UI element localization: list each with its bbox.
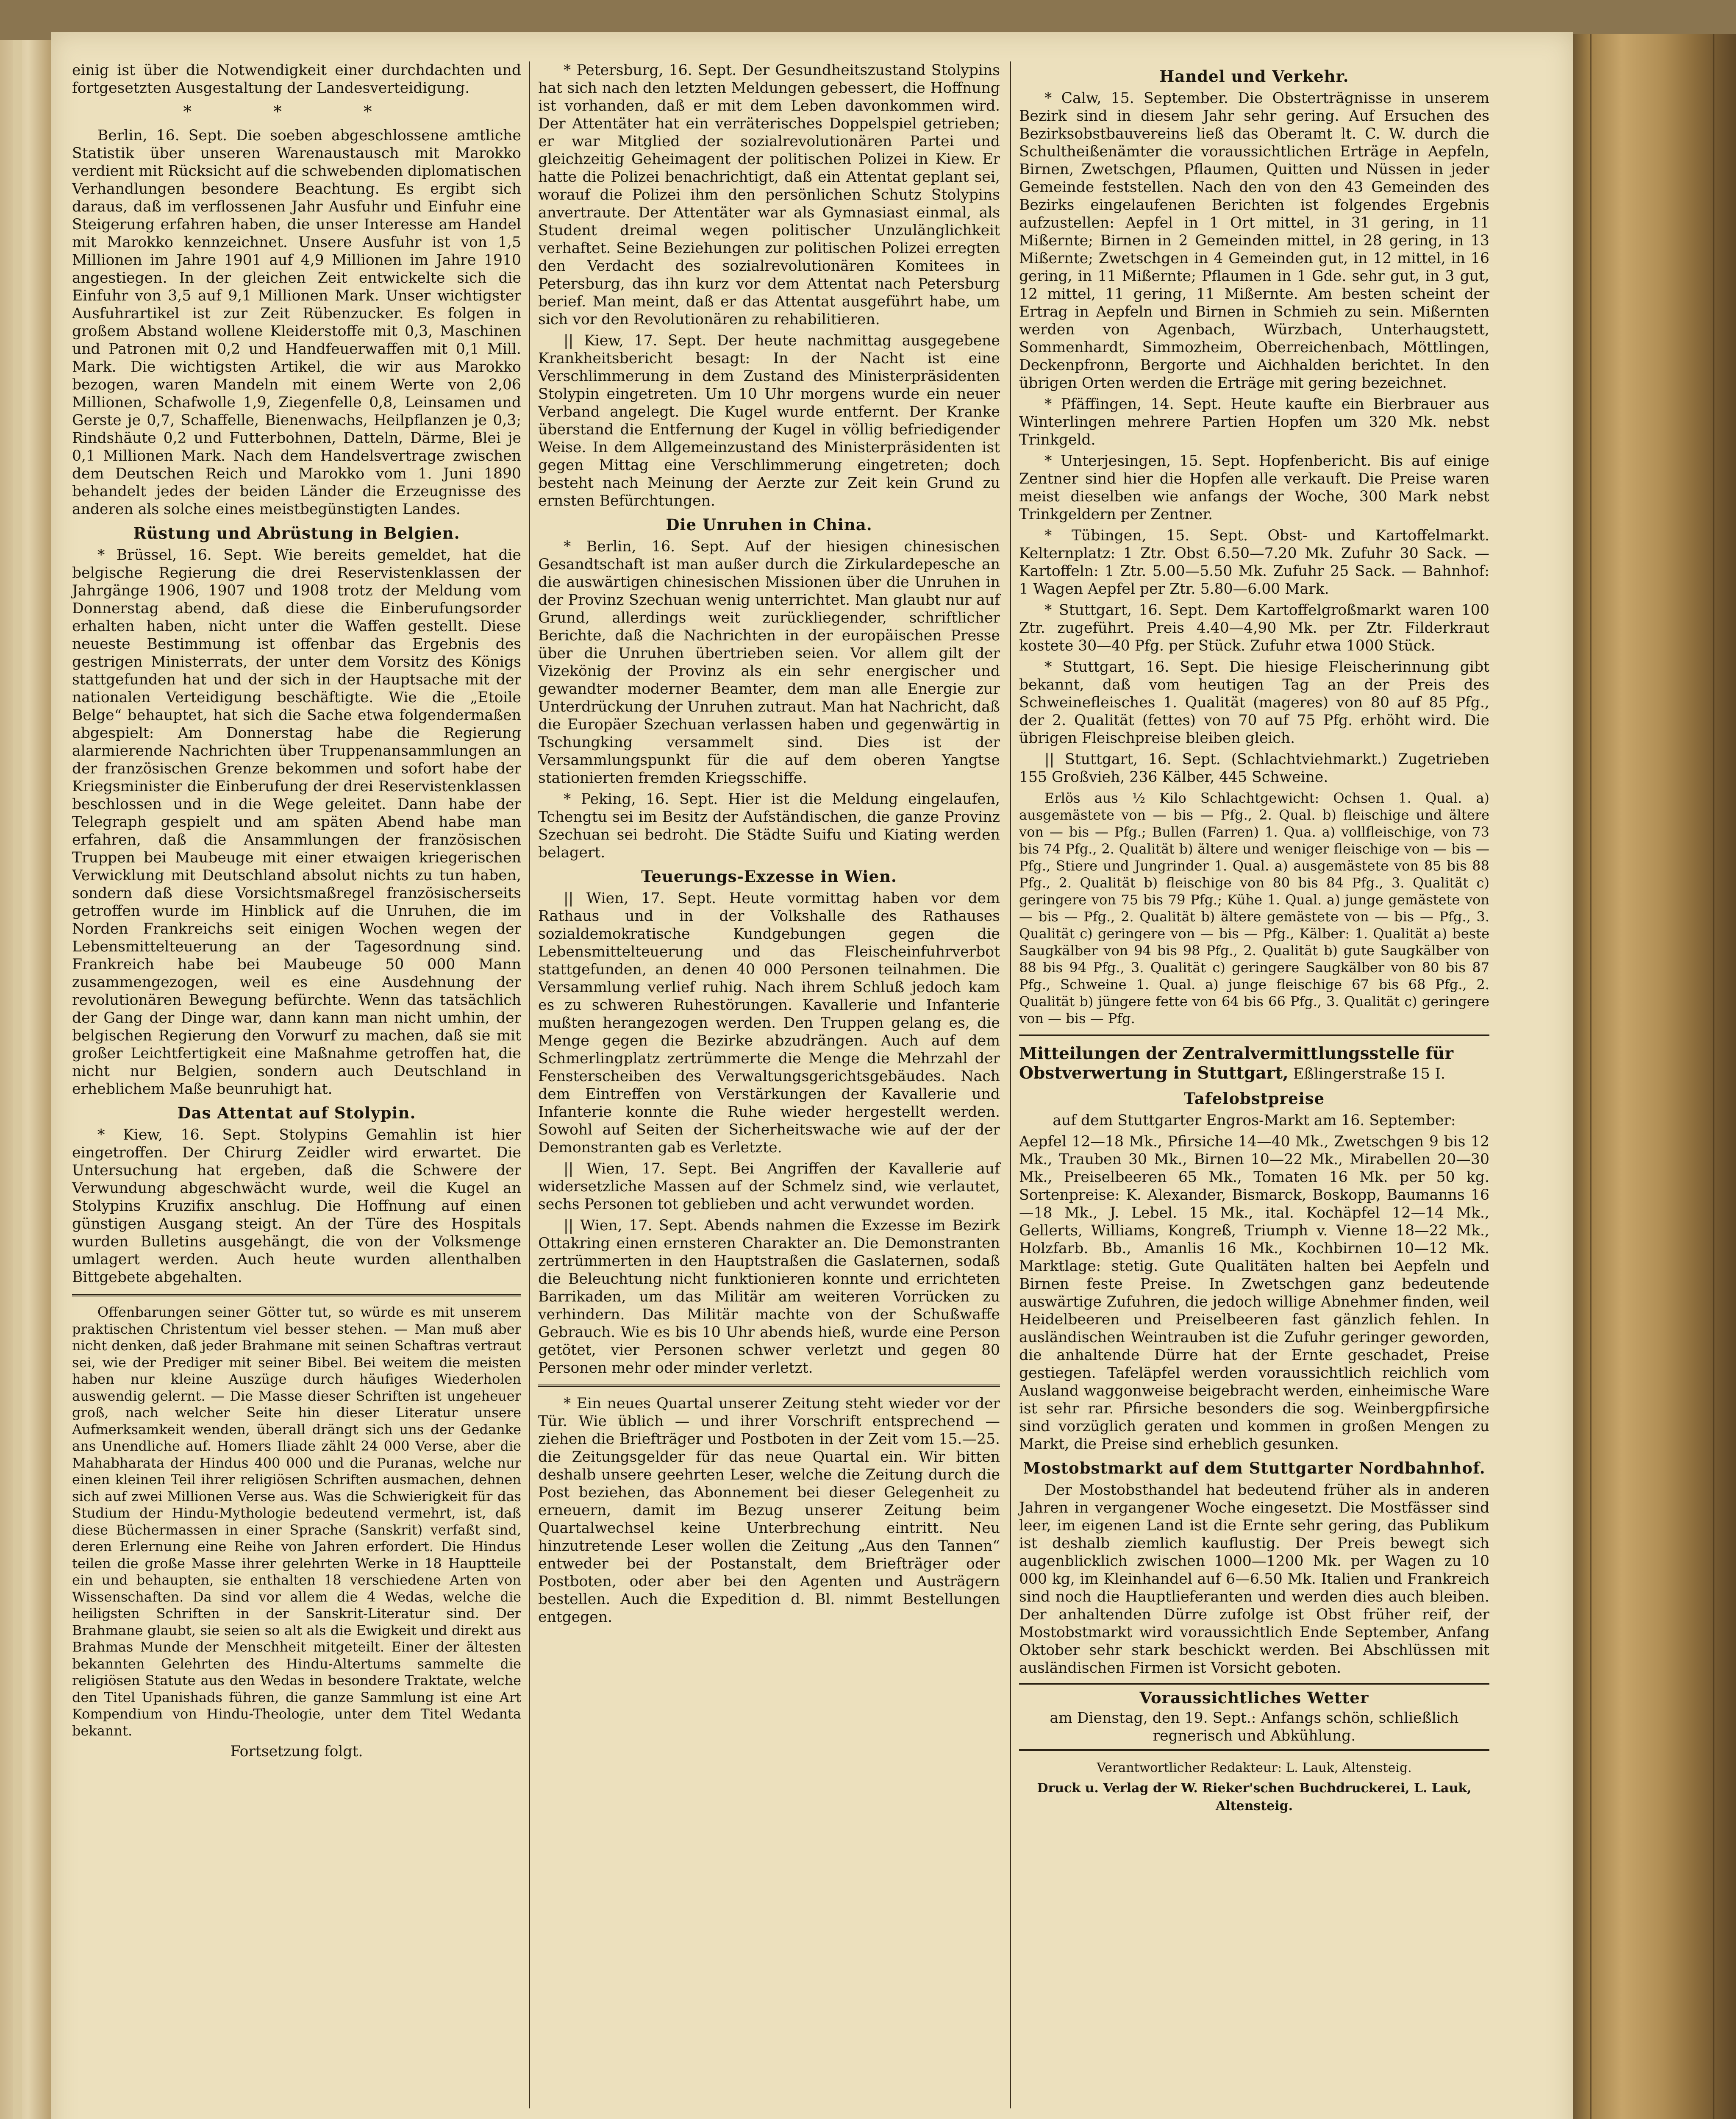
article-kiew-bulletin: || Kiew, 17. Sept. Der heute nachmittag ausgegebene Krankheitsbericht besagt: In der Nacht ist eine Verschlimmerung in dem Zustand des Ministerpräsidenten Stolypin eingetreten. Um 10 Uhr morgens wurde ein neuer Verband angelegt. Die Kugel wurde entfernt. Der Kranke überstand die Entfernung der Kugel in völlig befriedigender Weise. In dem Allgemeinzustand des Ministerpräsidenten ist gegen Mittag eine Verschlimmerung eingetreten; doch besteht nach Meinung der Aerzte zur Zeit kein Grund zu ernsten Befürchtungen. [538,332,1000,509]
article-wien-3: || Wien, 17. Sept. Abends nahmen die Exzesse im Bezirk Ottakring einen ernsteren Charakter an. Die Demonstranten zertrümmerten in den Hauptstraßen die Gaslaternen, sodaß die Beleuchtung nicht funktionieren konnte und errichteten Barrikaden, um das Militär am weiteren Vorrücken zu verhindern. Das Militär machte von der Schußwaffe Gebrauch. Wie es bis 10 Uhr abends hieß, wurde eine Person getötet, vier Personen schwer verletzt und gegen 80 Personen mehr oder minder verletzt. [538,1217,1000,1377]
article-stuttgart-schlachtvieh: || Stuttgart, 16. Sept. (Schlachtviehmarkt.) Zugetrieben 155 Großvieh, 236 Kälber, 445 Schweine. [1019,751,1489,786]
notice-heading [1019,1044,1489,1084]
article-mostobst: Der Mostobsthandel hat bedeutend früher als in anderen Jahren in vergangener Woche eingesetzt. Die Mostfässer sind leer, im eigenen Land ist die Ernte sehr gering, das Publikum ist deshalb ziemlich kauflustig. Der Preis bewegt sich augenblicklich zwischen 1000—1200 Mk. per Wagen zu 10 000 kg, im Kleinhandel auf 6—6.50 Mk. Italien und Frankreich sind noch die Hauptlieferanten und werden dies auch bleiben. Der anhaltenden Dürre zufolge ist Obst früher reif, der Mostobstmarkt wird voraussichtlich Ende September, Anfang Oktober sehr stark beschickt werden. Bei Abschlüssen mit ausländischen Firmen ist Vorsicht geboten. [1019,1482,1489,1677]
weather-heading: Voraussichtliches Wetter [1139,1688,1369,1707]
section-heading: Rüstung und Abrüstung in Belgien. [133,524,460,542]
imprint-editor: Verantwortlicher Redakteur: L. Lauk, Altensteig. [1097,1760,1412,1775]
article-bruessel: * Brüssel, 16. Sept. Wie bereits gemeldet, hat die belgische Regierung die drei Reservistenklassen der Jahrgänge 1906, 1907 und 1908 trotz der Meldung vom Donnerstag abend, daß diese die Einberufungsorder erhalten haben, nicht unter die Waffen gestellt. Diese neueste Bestimmung ist offenbar das Ergebnis des gestrigen Ministerrats, der unter dem Vorsitz des Königs stattgefunden hat und der sich in der Hauptsache mit der nationalen Verteidigung beschäftigte. Wie die „Etoile Belge“ behauptet, hat sich die Sache etwa folgendermaßen abgespielt: Am Donnerstag habe die Regierung alarmierende Nachrichten über Truppenansammlungen an der französischen Grenze bekommen und sofort habe der Kriegsminister die Einberufung der drei Reservistenklassen beschlossen und in die Wege geleitet. Dann habe der Telegraph gespielt und am späten Abend habe man erfahren, daß die Ansammlungen der französischen Truppen bei Maubeuge mit einer etwaigen kriegerischen Verwicklung mit Deutschland absolut nichts zu tun haben, sondern daß diese Vorsichtsmaßregel französischerseits getroffen wurde im Hinblick auf die Unruhen, die im Norden Frankreichs seit einigen Wochen wegen der Lebensmittelteuerung an der Tagesordnung sind. Frankreich habe bei Maubeuge 50 000 Mann zusammengezogen, weil es eine Ausdehnung der revolutionären Bewegung befürchte. Wenn das tatsächlich der Gang der Dinge war, dann kann man nicht umhin, der belgischen Regierung den Vorwurf zu machen, daß sie mit großer Leichtfertigkeit eine Maßnahme getroffen hat, die nicht nur Belgien, sondern auch Deutschland in erheblichem Maße beunruhigt hat. [72,547,521,1098]
article-pfaeffingen: * Pfäffingen, 14. Sept. Heute kaufte ein Bierbrauer aus Winterlingen mehrere Partien Hopfen um 320 Mk. nebst Trinkgeld. [1019,396,1489,448]
article-kiew: * Kiew, 16. Sept. Stolypins Gemahlin ist hier eingetroffen. Der Chirurg Zeidler wird erwartet. Die Untersuchung hat ergeben, daß die Schwere der Verwundung abgeschwächt wurde, weil die Kugel an Stolypins Kruzifix anschlug. Die Hoffnung auf einen günstigen Ausgang steigt. An der Türe des Hospitals wurden Bulletins ausgehängt, die von der Volksmenge umlagert werden. Auch heute wurden allenthalben Bittgebete abgehalten. [72,1126,521,1286]
continuation-note: Fortsetzung folgt. [230,1743,363,1760]
imprint-publisher: Druck u. Verlag der W. Rieker'schen Buchdruckerei, L. Lauk, Altensteig. [1037,1781,1472,1813]
article-text: einig ist über die Notwendigkeit einer durchdachten und fortgesetzten Ausgestaltung der Landesverteidigung. [72,62,521,97]
sub-heading-line: auf dem Stuttgarter Engros-Markt am 16. September: [1053,1112,1456,1129]
sub-heading: Tafelobstpreise [1183,1089,1325,1108]
section-heading: Mostobstmarkt auf dem Stuttgarter Nordbahnhof. [1023,1459,1486,1477]
divider [538,1385,1000,1387]
article-calw: * Calw, 15. September. Die Obsterträgnisse in unserem Bezirk sind in diesem Jahr sehr gering. Auf Ersuchen des Bezirksobstbauvereins ließ das Oberamt lt. C. W. durch die Schultheißenämter die voraussichtlichen Erträge in Aepfeln, Birnen, Zwetschgen, Pflaumen, Quitten und Nüssen in jeder Gemeinde feststellen. Nach den von den 43 Gemeinden des Bezirks eingelaufenen Berichten ist folgendes Ergebnis aufzustellen: Aepfel in 1 Ort mittel, in 31 gering, in 11 Mißernte; Birnen in 2 Gemeinden mittel, in 28 gering, in 13 Mißernte; Zwetschgen in 4 Gemeinden gut, in 12 mittel, in 16 gering, in 11 Mißernte; Pflaumen in 1 Gde. sehr gut, in 3 gut, 12 mittel, 11 gering, 11 Mißernte. Am besten scheint der Ertrag in Aepfeln und Birnen in Schmieh zu sein. Mißernten werden von Agenbach, Würzbach, Unterhaugstett, Sommenhardt, Simmozheim, Oberreichenbach, Möttlingen, Deckenpfronn, Bergorte und Aichhalden berichtet. In den übrigen Orten werden die Erträge mit gering bezeichnet. [1019,90,1489,392]
binding-strip [13,40,22,2119]
feuilleton-text: Offenbarungen seiner Götter tut, so würde es mit unserem praktischen Christentum viel besser stehen. — Man muß aber nicht denken, daß jeder Brahmane mit seinen Schaftras vertraut sei, wie der Prediger mit seiner Bibel. Bei weitem die meisten haben nur kleine Auszüge durch häufiges Wiederholen auswendig gelernt. — Die Masse dieser Schriften ist ungeheuer groß, nach welcher Seite hin dieser Literatur unsere Aufmerksamkeit wenden, überall drängt sich uns der Gedanke ans Unendliche auf. Homers Iliade zählt 24 000 Verse, aber die Mahabharata der Hindus 400 000 und die Puranas, welche nur einen kleinen Teil ihrer religiösen Schriften ausmachen, dehnen sich auf zwei Millionen Verse aus. Was die Schwierigkeit für das Studium der Hindu-Mythologie bedeutend vermehrt, ist, daß diese Büchermassen in einer Sprache (Sanskrit) verfaßt sind, deren Erlernung eine Reihe von Jahren erfordert. Die Hindus teilen die große Masse ihrer gelehrten Werke in 18 Hauptteile ein und behaupten, sie enthalten 18 verschiedene Arten von Wissenschaften. Da sind vor allem die 4 Wedas, welche die heiligsten Schriften in der Sanskrit-Literatur sind. Der Brahmane glaubt, sie seien so alt als die Ewigkeit und direkt aus Brahmas Munde der Menschheit mitgeteilt. Einer der ältesten bekannten Gelehrten des Hindu-Altertums sammelte die religiösen Statute aus den Wedas in besondere Traktate, welche den Titel Upanishads führen, die ganze Sammlung ist eine Art Kompendium von Hindu-Theologie, unter dem Titel Wedanta bekannt. [72,1304,521,1739]
article-stuttgart-kartoffel: * Stuttgart, 16. Sept. Dem Kartoffelgroßmarkt waren 100 Ztr. zugeführt. Preis 4.40—4,90 Mk. per Ztr. Filderkraut kostete 30—40 Pfg. per Stück. Zufuhr etwa 1000 Stück. [1019,602,1489,654]
article-unterjesingen: * Unterjesingen, 15. Sept. Hopfenbericht. Bis auf einige Zentner sind hier die Hopfen alle verkauft. Die Preise waren meist dieselben wie anfangs der Woche, 300 Mark nebst Trinkgeldern per Zentner. [1019,453,1489,523]
notice-title: Mitteilungen der Zentralvermittlungsstelle für Obstverwertung in Stuttgart, [1019,1044,1454,1083]
divider [1019,1034,1489,1036]
section-heading: Teuerungs-Exzesse in Wien. [641,867,897,886]
notice-quartal: * Ein neues Quartal unserer Zeitung steht wieder vor der Tür. Wie üblich — und ihrer Vorschrift entsprechend — ziehen die Briefträger und Postboten in der Zeit vom 15.—25. die Zeitungsgelder für das neue Quartal ein. Wir bitten deshalb unsere geehrten Leser, welche die Zeitung durch die Post beziehen, das Abonnement bei dieser Gelegenheit zu erneuern, damit im Bezug unserer Zeitung beim Quartalwechsel keine Unterbrechung eintritt. Neu hinzutretende Leser wollen die Zeitung „Aus den Tannen“ entweder bei der Postanstalt, dem Briefträger oder Postboten, oder aber bei den Agenten und Austrägern bestellen. Auch die Expedition d. Bl. nimmt Bestellungen entgegen. [538,1395,1000,1626]
column-3 [1019,61,1489,1815]
article-stuttgart-fleisch: * Stuttgart, 16. Sept. Die hiesige Fleischerinnung gibt bekannt, daß vom heutigen Tag an der Preis des Schweinefleisches 1. Qualität (mageres) von 80 auf 85 Pfg., der 2. Qualität (fettes) von 70 auf 75 Pfg. erhöht wird. Die übrigen Fleischpreise bleiben gleich. [1019,659,1489,747]
section-heading: Die Unruhen in China. [666,515,872,534]
section-separator: * * * [183,102,410,122]
book-spine [1573,34,1736,2119]
column-rule [1010,61,1011,2108]
article-berlin-marokko: Berlin, 16. Sept. Die soeben abgeschlossene amtliche Statistik über unseren Warenaustausch mit Marokko verdient mit Rücksicht auf die schwebenden diplomatischen Verhandlungen besondere Beachtung. Es ergibt sich daraus, daß im verflossenen Jahr Ausfuhr und Einfuhr eine Steigerung erfahren haben, die unser Interesse am Handel mit Marokko kennzeichnet. Unsere Ausfuhr ist von 1,5 Millionen im Jahre 1901 auf 4,9 Millionen im Jahre 1910 angestiegen. In der gleichen Zeit entwickelte sich die Einfuhr von 3,5 auf 9,1 Millionen Mark. Unser wichtigster Ausfuhrartikel ist zur Zeit Rübenzucker. Es folgen in großem Abstand wollene Kleiderstoffe mit 0,3, Maschinen und Patronen mit 0,2 und Handfeuerwaffen mit 0,1 Mill. Mark. Die wichtigsten Artikel, die wir aus Marokko bezogen, waren Mandeln mit einem Werte von 2,06 Millionen, Schafwolle 1,9, Ziegenfelle 0,8, Leinsamen und Gerste je 0,7, Schaffelle, Bienenwachs, Heilpflanzen je 0,3; Rindshäute 0,2 und Futterbohnen, Datteln, Därme, Blei je 0,1 Millionen Mark. Nach dem Handelsvertrage zwischen dem Deutschen Reich und Marokko vom 1. Juni 1890 behandelt jedes der beiden Länder die Erzeugnisse des anderen als solche eines meistbegünstigten Landes. [72,127,521,518]
section-heading: Das Attentat auf Stolypin. [177,1104,416,1122]
fruit-prices: Aepfel 12—18 Mk., Pfirsiche 14—40 Mk., Zwetschgen 9 bis 12 Mk., Trauben 30 Mk., Birnen 10—22 Mk., Mirabellen 20—30 Mk., Preiselbeeren 65 Mk., Tomaten 16 Mk. per 50 kg. Sortenpreise: K. Alexander, Bismarck, Boskopp, Baumanns 16—18 Mk., J. Lebel. 15 Mk., ital. Kochäpfel 12—14 Mk., Gellerts, Williams, Kongreß, Triumph v. Vienne 18—22 Mk., Holzfarb. Bb., Amanlis 16 Mk., Kochbirnen 10—12 Mk. Marktlage: stetig. Gute Qualitäten halten bei Aepfeln und Birnen feste Preise. In Zwetschgen ganz bedeutende auswärtige Zufuhren, die jedoch willige Abnehmer finden, weil Heidelbeeren und Preiselbeeren fast gänzlich fehlen. In ausländischen Weintrauben ist die Zufuhr geringer geworden, die anhaltende Dürre hat der Ernte geschadet, Preise gestiegen. Tafeläpfel werden voraussichtlich reichlich vom Ausland waggonweise beigebracht werden, einheimische Ware ist sehr rar. Pfirsiche besonders die sog. Weinbergpfirsiche sind vorzüglich geraten und kommen in großen Mengen zu Markt, die Preise sind erheblich gesunken. [1019,1133,1489,1453]
article-petersburg: * Petersburg, 16. Sept. Der Gesundheitszustand Stolypins hat sich nach den letzten Meldungen gebessert, die Hoffnung ist vorhanden, daß er mit dem Leben davonkommen wird. Der Attentäter hat ein verräterisches Doppelspiel getrieben; er war Mitglied der sozialrevolutionären Partei und gleichzeitig Geheimagent der politischen Polizei in Kiew. Er hatte die Polizei benachrichtigt, daß ein Attentat geplant sei, worauf die Polizei ihm den persönlichen Schutz Stolypins anvertraute. Der Attentäter war als Gymnasiast einmal, als Student dreimal wegen politischer Unzulänglichkeit verhaftet. Seine Beziehungen zur politischen Polizei erregten den Verdacht des sozialrevolutionären Komitees in Petersburg, das ihn kurz vor dem Attentat nach Petersburg berief. Man meint, daß er das Attentat ausgeführt habe, um sich vor den Revolutionären zu rehabilitieren. [538,62,1000,328]
book-binding-left [0,40,52,2119]
article-wien-2: || Wien, 17. Sept. Bei Angriffen der Kavallerie auf widersetzliche Massen auf der Schmelz sind, wie verlautet, sechs Personen tot geblieben und acht verwundet worden. [538,1160,1000,1213]
weather-box [1019,1683,1489,1751]
article-wien-1: || Wien, 17. Sept. Heute vormittag haben vor dem Rathaus und in der Volkshalle des Rathauses sozialdemokratische Kundgebungen gegen die Lebensmittelteuerung und das Fleischeinfuhrverbot stattgefunden, an denen 40 000 Personen teilnahmen. Die Versammlung verlief ruhig. Nach ihrem Schluß jedoch kam es zu schweren Ruhestörungen. Kavallerie und Infanterie mußten herangezogen werden. Den Truppen gelang es, die Menge gegen die Bezirke abzudrängen. Auch auf dem Schmerlingplatz zertrümmerte die Menge die Mehrzahl der Fensterscheiben des Verwaltungsgerichtsgebäudes. Nach dem Eintreffen von Verstärkungen der Kavallerie und Infanterie konnte die Ruhe wieder hergestellt werden. Sowohl auf Seiten der Sicherheitswache wie auf der der Demonstranten gab es Verletzte. [538,890,1000,1156]
column-2 [538,61,1000,1630]
newspaper-page [51,32,1573,2119]
article-tuebingen: * Tübingen, 15. Sept. Obst- und Kartoffelmarkt. Kelternplatz: 1 Ztr. Obst 6.50—7.20 Mk. Zufuhr 30 Sack. — Kartoffeln: 1 Ztr. 5.00—5.50 Mk. Zufuhr 25 Sack. — Bahnhof: 1 Wagen Aepfel per Ztr. 5.80—6.00 Mark. [1019,527,1489,598]
article-berlin-china: * Berlin, 16. Sept. Auf der hiesigen chinesischen Gesandtschaft ist man außer durch die Zirkulardepesche an die auswärtigen chinesischen Missionen über die Unruhen in der Provinz Szechuan wenig unterrichtet. Man glaubt nur auf Grund, allerdings weit zurückliegender, schriftlicher Berichte, daß die Nachrichten in der europäischen Presse über die Unruhen übertrieben seien. Vor allem gilt der Vizekönig der Provinz als ein sehr energischer und gewandter moderner Beamter, dem man alle Energie zur Unterdrückung der Unruhen zutraut. Man hat Nachricht, daß die Europäer Szechuan verlassen haben und gegenwärtig in Tschungking versammelt sind. Dies ist der Versammlungspunkt für die auf dem oberen Yangtse stationierten fremden Kriegsschiffe. [538,538,1000,787]
feuilleton-divider [72,1294,521,1296]
spine-edge [1590,34,1592,2119]
weather-forecast: am Dienstag, den 19. Sept.: Anfangs schön, schließlich regnerisch und Abkühlung. [1050,1710,1459,1744]
article-peking: * Peking, 16. Sept. Hier ist die Meldung eingelaufen, Tchengtu sei im Besitz der Aufständischen, die ganze Provinz Szechuan sei bedroht. Die Städte Suifu und Kiating werden belagert. [538,791,1000,861]
market-prices: Erlös aus ½ Kilo Schlachtgewicht: Ochsen 1. Qual. a) ausgemästete von — bis — Pfg., 2. Qual. b) fleischige und ältere von — bis — Pfg.; Bullen (Farren) 1. Qua. a) vollfleischige, von 73 bis 74 Pfg., 2. Qualität b) ältere und weniger fleischige von — bis — Pfg., Stiere und Jungrinder 1. Qual. a) ausgemästete von 85 bis 88 Pfg., 2. Qualität b) fleischige von 80 bis 84 Pfg., 3. Qualität c) geringere von 75 bis 79 Pfg.; Kühe 1. Qual. a) junge gemästete von — bis — Pfg., 2. Qualität b) ältere gemästete von — bis — Pfg., 3. Qualität c) geringere von — bis — Pfg., Kälber: 1. Qualität a) beste Saugkälber von 94 bis 98 Pfg., 2. Qualität b) gute Saugkälber von 88 bis 94 Pfg., 3. Qualität c) geringere Saugkälber von 80 bis 87 Pfg., Schweine 1. Qual. a) junge fleischige 67 bis 68 Pfg., 2. Qualität b) jüngere fette von 64 bis 66 Pfg., 3. Qualität c) geringere von — bis — Pfg. [1019,790,1489,1026]
section-heading: Handel und Verkehr. [1159,67,1349,86]
spine-edge [1713,34,1714,2119]
column-rule [529,61,530,2108]
column-1 [72,61,521,1760]
notice-address: Eßlingerstraße 15 I. [1288,1065,1446,1082]
